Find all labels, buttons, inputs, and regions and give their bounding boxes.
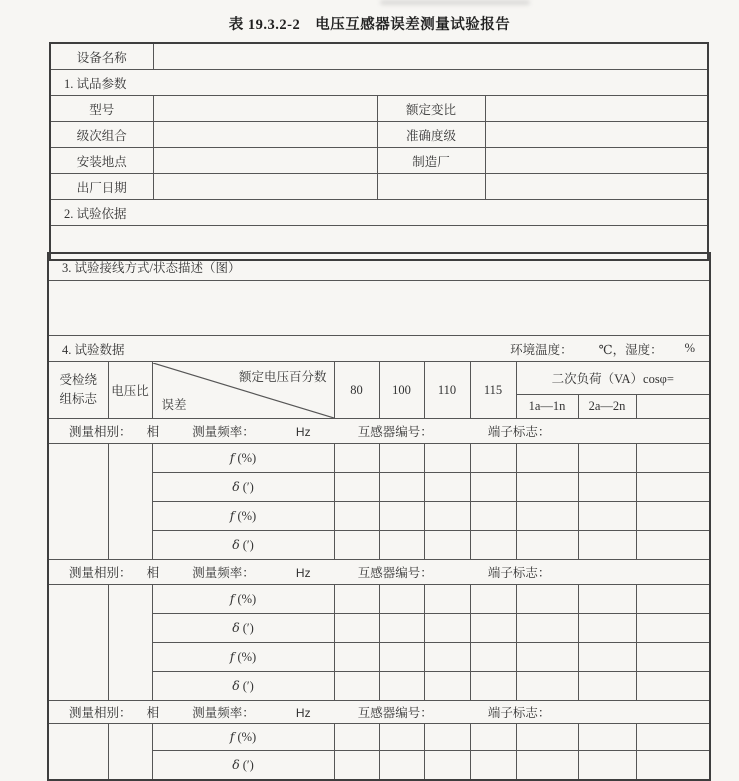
field-label-model: 型号 (50, 96, 153, 122)
data-cell (578, 643, 636, 672)
field-value-model (153, 96, 377, 122)
winding-mark-cell (48, 724, 108, 781)
data-cell (516, 531, 578, 560)
terminal-mark-label: 端子标志： (487, 425, 551, 439)
field-value-manufacturer (485, 148, 708, 174)
field-label-accuracy-class: 准确度级 (377, 122, 485, 148)
data-row (48, 444, 710, 473)
data-cell (379, 724, 424, 751)
data-cell (379, 751, 424, 781)
data-cell (636, 473, 710, 502)
data-cell (334, 502, 379, 531)
data-cell (424, 724, 470, 751)
field-label-blank (377, 174, 485, 200)
row-label-delta: δ (′) (152, 614, 334, 643)
data-cell (424, 531, 470, 560)
col-header-80: 80 (334, 362, 379, 419)
data-cell (516, 751, 578, 781)
field-value-rated-ratio (485, 96, 708, 122)
data-cell (334, 531, 379, 560)
env-humidity-unit: % (684, 341, 696, 355)
data-cell (578, 585, 636, 614)
winding-mark-line1: 受检绕 (59, 373, 97, 388)
data-cell (334, 672, 379, 701)
data-cell (379, 531, 424, 560)
measurement-info-row-1 (48, 419, 710, 444)
section4-heading-row (48, 336, 710, 362)
data-cell (470, 531, 516, 560)
voltage-ratio-cell (108, 724, 152, 781)
data-row (48, 724, 710, 751)
section3-heading-row (48, 253, 710, 281)
data-cell (470, 502, 516, 531)
data-cell (516, 444, 578, 473)
data-cell (470, 444, 516, 473)
col-header-100: 100 (379, 362, 424, 419)
data-cell (636, 751, 710, 781)
data-cell (424, 672, 470, 701)
transformer-number-label: 互感器编号： (357, 425, 433, 439)
data-cell (379, 444, 424, 473)
data-cell (470, 672, 516, 701)
row-label-f: f (%) (152, 724, 334, 751)
winding-mark-cell (48, 444, 108, 560)
data-cell (424, 585, 470, 614)
page-title: 表 19.3.2-2 电压互感器误差测量试验报告 (228, 17, 511, 33)
row-label-f: f (%) (152, 502, 334, 531)
data-cell (636, 672, 710, 701)
data-cell (636, 643, 710, 672)
phase-label: 测量相别： (69, 706, 132, 720)
data-cell (578, 444, 636, 473)
param-row-grade (50, 122, 708, 148)
data-cell (424, 751, 470, 781)
field-value-factory-date (153, 174, 377, 200)
frequency-unit: Hz (295, 566, 311, 580)
data-cell (334, 614, 379, 643)
row-label-delta: δ (′) (152, 531, 334, 560)
row-label-f: f (%) (152, 585, 334, 614)
data-cell (516, 614, 578, 643)
data-cell (636, 614, 710, 643)
field-label-device-name: 设备名称 (50, 43, 153, 70)
section3-content-area (48, 281, 710, 336)
field-value-device-name (153, 43, 708, 70)
section3-content-row (48, 281, 710, 336)
measurement-info-row-3 (48, 701, 710, 724)
data-cell (516, 643, 578, 672)
data-cell (578, 473, 636, 502)
terminal-mark-label: 端子标志： (487, 566, 551, 580)
data-cell (636, 724, 710, 751)
field-value-blank (485, 174, 708, 200)
col-header-secondary-burden: 二次负荷（VA）cosφ= (516, 362, 710, 395)
env-humidity-label: 湿度： (625, 342, 663, 357)
field-label-grade-combination: 级次组合 (50, 122, 153, 148)
data-cell (578, 614, 636, 643)
section4-heading: 4. 试验数据 (62, 342, 125, 357)
row-label-delta: δ (′) (152, 672, 334, 701)
field-label-manufacturer: 制造厂 (377, 148, 485, 174)
data-cell (516, 724, 578, 751)
data-cell (578, 672, 636, 701)
data-cell (334, 585, 379, 614)
data-cell (424, 444, 470, 473)
data-cell (379, 502, 424, 531)
grid-header-row-1 (48, 362, 710, 395)
data-cell (424, 502, 470, 531)
col-header-1a-1n: 1a—1n (516, 395, 578, 419)
winding-mark-cell (48, 585, 108, 701)
data-cell (516, 672, 578, 701)
data-cell (470, 751, 516, 781)
data-cell (334, 473, 379, 502)
col-header-winding-mark (48, 362, 108, 419)
scan-artifact (380, 0, 530, 5)
voltage-ratio-cell (108, 444, 152, 560)
diagonal-header-cell (152, 362, 334, 419)
data-cell (578, 531, 636, 560)
data-cell (334, 444, 379, 473)
transformer-number-label: 互感器编号： (357, 706, 433, 720)
field-value-install-location (153, 148, 377, 174)
field-label-rated-ratio: 额定变比 (377, 96, 485, 122)
winding-mark-line2: 组标志 (59, 392, 97, 406)
col-header-voltage-ratio: 电压比 (108, 362, 152, 419)
voltage-ratio-cell (108, 585, 152, 701)
frequency-label: 测量频率： (192, 706, 255, 720)
data-cell (424, 473, 470, 502)
data-cell (578, 751, 636, 781)
data-cell (379, 585, 424, 614)
param-row-model (50, 96, 708, 122)
col-header-110: 110 (424, 362, 470, 419)
frequency-unit: Hz (295, 706, 311, 720)
data-cell (334, 751, 379, 781)
data-cell (424, 643, 470, 672)
field-value-accuracy-class (485, 122, 708, 148)
data-cell (636, 531, 710, 560)
section1-heading: 1. 试品参数 (50, 70, 708, 96)
terminal-mark-label: 端子标志： (487, 706, 551, 720)
phase-unit: 相 (146, 706, 160, 720)
frequency-label: 测量频率： (192, 566, 255, 580)
section3-heading: 3. 试验接线方式/状态描述（图） (48, 253, 710, 281)
data-cell (379, 643, 424, 672)
col-header-burden-blank (636, 395, 710, 419)
data-cell (516, 473, 578, 502)
environment-line (510, 340, 709, 358)
section2-heading: 2. 试验依据 (50, 200, 708, 226)
env-temp-label: 环境温度： (510, 342, 573, 357)
field-label-install-location: 安装地点 (50, 148, 153, 174)
data-cell (636, 502, 710, 531)
phase-label: 测量相别： (69, 425, 132, 439)
param-row-location (50, 148, 708, 174)
field-value-grade-combination (153, 122, 377, 148)
phase-unit: 相 (146, 425, 160, 439)
form-table-top (49, 42, 709, 261)
data-cell (470, 614, 516, 643)
row-label-delta: δ (′) (152, 751, 334, 781)
frequency-unit: Hz (295, 425, 311, 439)
device-name-row (50, 43, 708, 70)
data-cell (636, 585, 710, 614)
frequency-label: 测量频率： (192, 425, 255, 439)
measurement-info-row-2 (48, 560, 710, 585)
data-cell (334, 643, 379, 672)
section2-heading-row (50, 200, 708, 226)
data-cell (379, 473, 424, 502)
diag-label-rated-voltage-percent: 额定电压百分数 (238, 369, 327, 384)
col-header-2a-2n: 2a—2n (578, 395, 636, 419)
data-cell (516, 502, 578, 531)
data-cell (334, 724, 379, 751)
diag-label-error: 误差 (161, 397, 187, 412)
data-cell (516, 585, 578, 614)
field-label-factory-date: 出厂日期 (50, 174, 153, 200)
row-label-delta: δ (′) (152, 473, 334, 502)
data-cell (470, 585, 516, 614)
row-label-f: f (%) (152, 444, 334, 473)
data-cell (470, 643, 516, 672)
data-cell (578, 724, 636, 751)
data-cell (636, 444, 710, 473)
data-cell (470, 724, 516, 751)
env-temp-unit: ℃， (598, 342, 626, 357)
data-row (48, 585, 710, 614)
col-header-115: 115 (470, 362, 516, 419)
data-cell (424, 614, 470, 643)
test-data-table (47, 252, 711, 781)
data-cell (578, 502, 636, 531)
section1-heading-row (50, 70, 708, 96)
transformer-number-label: 互感器编号： (357, 566, 433, 580)
phase-unit: 相 (146, 566, 160, 580)
data-cell (379, 614, 424, 643)
row-label-f: f (%) (152, 643, 334, 672)
phase-label: 测量相别： (69, 566, 132, 580)
data-cell (470, 473, 516, 502)
data-cell (379, 672, 424, 701)
param-row-factory-date (50, 174, 708, 200)
